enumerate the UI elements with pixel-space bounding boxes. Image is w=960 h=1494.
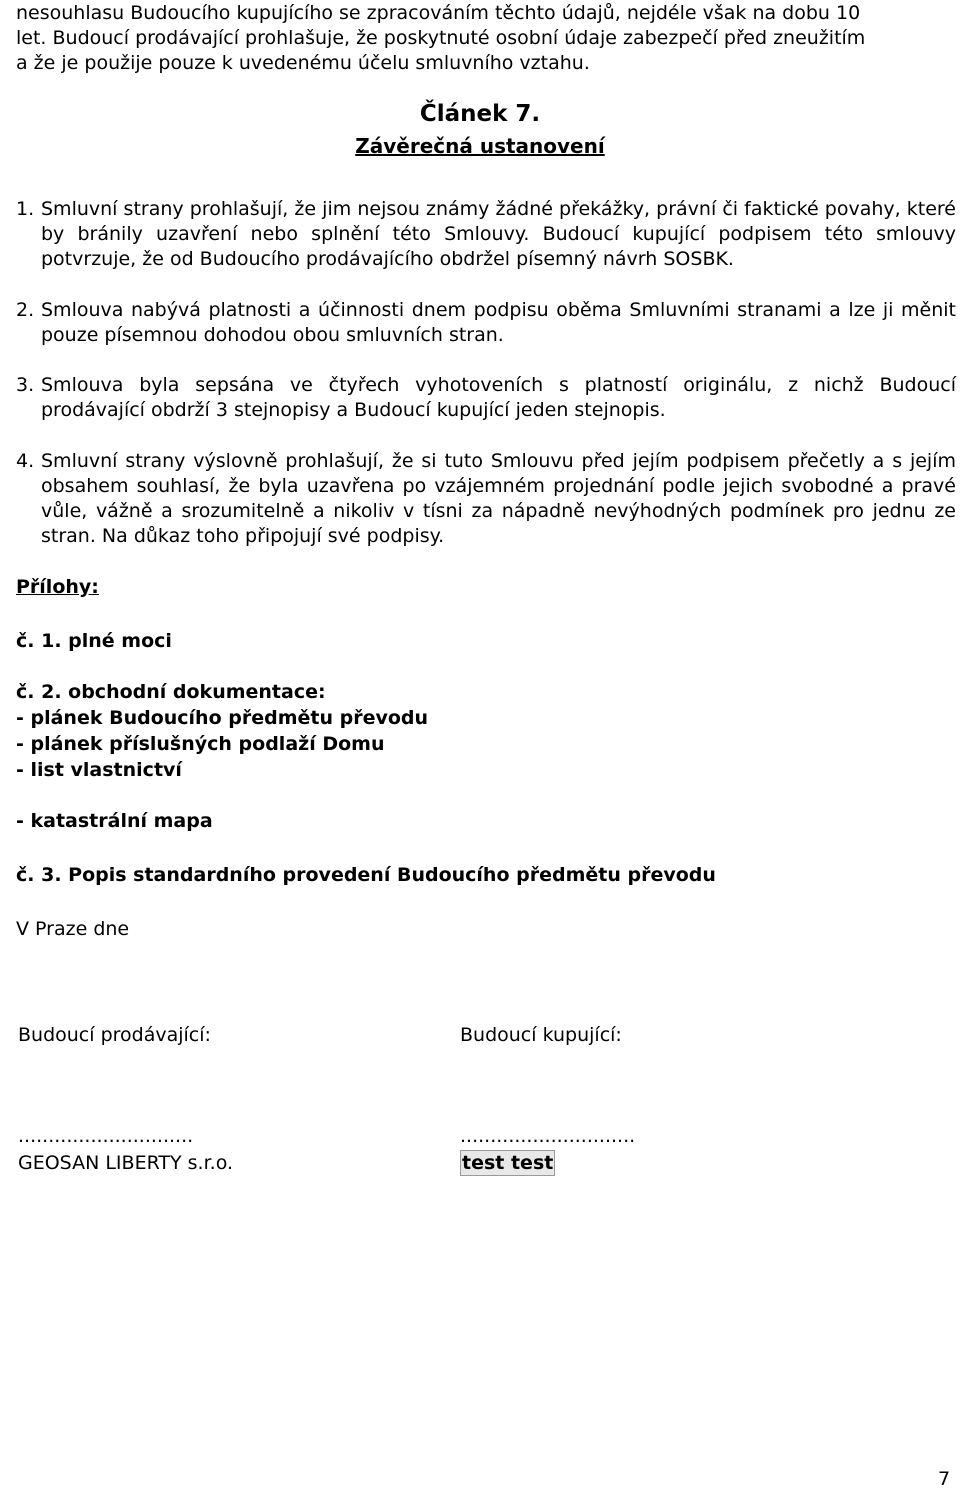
attachment-2-line: - plánek Budoucího předmětu převodu — [16, 707, 429, 729]
seller-signature-line: ............................. — [18, 1125, 194, 1147]
attachment-2-line: - list vlastnictví — [16, 759, 182, 781]
intro-line: nesouhlasu Budoucího kupujícího se zpracováním těchto údajů, nejdéle však na dobu 10 — [16, 2, 861, 24]
attachment-2-map: - katastrální mapa — [16, 810, 213, 832]
clause-4 — [16, 449, 956, 549]
attachment-2-line: - plánek příslušných podlaží Domu — [16, 733, 385, 755]
clause-number: 4. — [16, 450, 35, 472]
seller-name: GEOSAN LIBERTY s.r.o. — [18, 1152, 234, 1174]
clause-1 — [16, 197, 956, 272]
attachments-heading: Přílohy: — [16, 576, 99, 598]
page-number: 7 — [938, 1468, 951, 1490]
intro-paragraph — [16, 1, 951, 76]
attachment-2-title: č. 2. obchodní dokumentace: — [16, 681, 326, 703]
clause-number: 1. — [16, 198, 35, 220]
article-number: Článek 7. — [419, 101, 541, 127]
attachment-1: č. 1. plné moci — [16, 630, 172, 652]
clause-number: 2. — [16, 299, 35, 321]
attachment-2 — [16, 679, 428, 783]
intro-line: a že je použije pouze k uvedenému účelu smluvního vztahu. — [16, 52, 590, 74]
article-title: Závěrečná ustanovení — [355, 134, 605, 158]
clause-text: Smlouva nabývá platnosti a účinnosti dnem podpisu oběma Smluvními stranami a lze ji měnit pouze písemnou dohodou obou smluvních stran. — [41, 299, 956, 346]
attachment-3: č. 3. Popis standardního provedení Budoucího předmětu převodu — [16, 864, 716, 886]
clause-text: Smlouva byla sepsána ve čtyřech vyhotoveních s platností originálu, z nichž Budoucí prodávající obdrží 3 stejnopisy a Budoucí kupující jeden stejnopis. — [41, 374, 956, 421]
buyer-name-field[interactable]: test test — [462, 1152, 554, 1174]
buyer-label: Budoucí kupující: — [460, 1024, 622, 1046]
clause-3 — [16, 373, 956, 423]
place-date: V Praze dne — [16, 918, 130, 940]
clause-text: Smluvní strany výslovně prohlašují, že si tuto Smlouvu před jejím podpisem přečetly a s jejím obsahem souhlasí, že byla uzavřena po vzájemném projednání podle jejich svobodné a pravé vůle, vážně a srozumitelně a nikoliv v tísni za nápadně nevýhodných podmínek pro jednu ze stran. Na důkaz toho připojují své podpisy. — [41, 450, 956, 547]
intro-line: let. Budoucí prodávající prohlašuje, že poskytnuté osobní údaje zabezpečí před zneužitím — [16, 27, 866, 49]
clause-2 — [16, 298, 956, 348]
seller-label: Budoucí prodávající: — [18, 1024, 211, 1046]
clause-number: 3. — [16, 374, 35, 396]
buyer-name-container — [460, 1150, 555, 1176]
clause-text: Smluvní strany prohlašují, že jim nejsou známy žádné překážky, právní či faktické povahy, které by bránily uzavření nebo splnění této Smlouvy. Budoucí kupující podpisem této smlouvy potvrzuje, že od Budoucího prodávajícího obdržel písemný návrh SOSBK. — [41, 198, 956, 270]
buyer-signature-line: ............................. — [460, 1125, 636, 1147]
